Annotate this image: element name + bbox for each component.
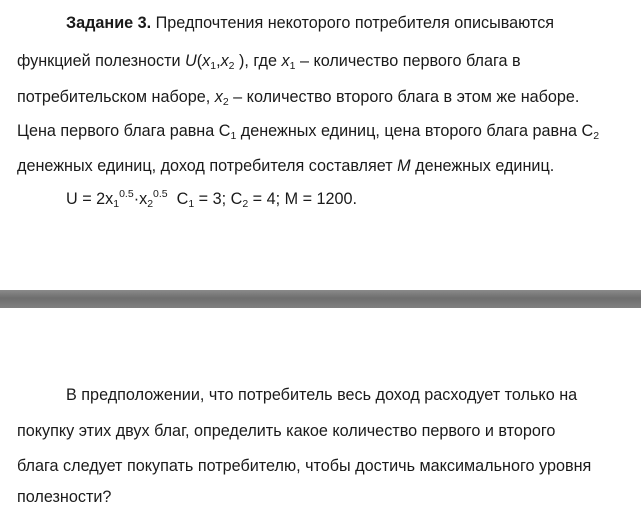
task-line-1: Задание 3. Предпочтения некоторого потребителя описываются [66, 14, 555, 32]
task-line-3: потребительском наборе, $x_2$ – количество второго блага в этом же наборе. [17, 88, 580, 108]
task-line-4: Цена первого блага равна $С_1$ денежных единиц, цена второго блага равна $С_2$ [17, 122, 600, 142]
question-line-1: В предположении, что потребитель весь доход расходует только на [66, 386, 578, 404]
section-divider [0, 290, 641, 308]
question-line-3: блага следует покупать потребителю, чтобы достичь максимального уровня [17, 457, 592, 475]
task-line-5: денежных единиц, доход потребителя составляет М денежных единиц. [17, 157, 555, 175]
question-line-4: полезности? [17, 488, 112, 506]
task-heading: Задание 3. [66, 14, 152, 32]
task-line-2: функцией полезности $U(x_1,x_2$ ), где $x_1$ – количество первого блага в [17, 52, 521, 72]
question-line-2: покупку этих двух благ, определить какое количество первого и второго [17, 422, 556, 440]
utility-formula: $U = 2x_1^{0.5}\cdot x_2^{0.5}$ $C_1 = 3$; $C_2 = 4$; M = 1200. [66, 188, 358, 210]
